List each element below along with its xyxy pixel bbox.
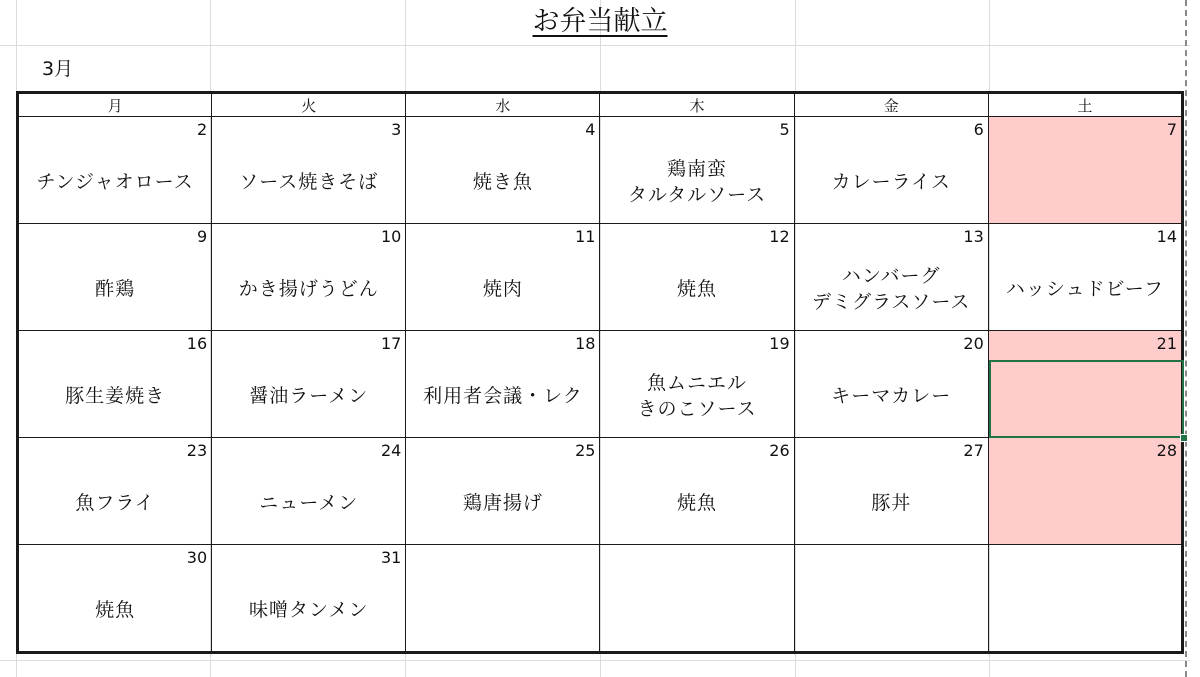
day-cell[interactable] [212, 545, 406, 653]
weekday-header-cell[interactable]: 火 [212, 93, 406, 117]
menu-line: 焼き魚 [472, 171, 533, 193]
weekday-header-cell[interactable]: 水 [406, 93, 600, 117]
menu-text [600, 254, 793, 324]
menu-text [406, 147, 599, 217]
menu-lines [677, 276, 717, 302]
week-row [18, 331, 1183, 438]
day-cell[interactable] [18, 224, 212, 331]
menu-line: デミグラスソース [811, 291, 971, 313]
menu-line: 醤油ラーメン [249, 385, 369, 407]
weekday-header-cell[interactable]: 月 [18, 93, 212, 117]
day-number: 2 [196, 120, 208, 139]
menu-line: キーマカレー [831, 385, 952, 407]
menu-line: 味噌タンメン [249, 599, 369, 621]
weekday-header-row [18, 93, 1183, 117]
day-cell[interactable] [794, 224, 988, 331]
month-label[interactable]: 3月 [42, 58, 74, 80]
menu-lines [249, 597, 368, 623]
day-cell[interactable] [794, 117, 988, 224]
day-number: 14 [1156, 227, 1177, 246]
day-number: 25 [575, 441, 596, 460]
menu-line: チンジャオロース [36, 171, 194, 193]
menu-text [406, 361, 599, 431]
menu-text [795, 254, 988, 324]
day-number: 10 [380, 227, 402, 246]
menu-text [600, 361, 793, 431]
gridline [0, 660, 1190, 661]
menu-line: 焼魚 [677, 278, 718, 300]
menu-line: ソース焼きそば [239, 171, 379, 193]
day-number: 21 [1156, 334, 1177, 353]
day-cell[interactable] [406, 331, 600, 438]
weekday-header-cell[interactable]: 木 [600, 93, 794, 117]
menu-lines [483, 276, 523, 302]
day-cell[interactable] [600, 438, 794, 545]
menu-text [19, 468, 211, 538]
menu-line: 鶏南蛮 [667, 158, 728, 180]
menu-lines [677, 490, 717, 516]
day-cell[interactable] [988, 117, 1182, 224]
day-number: 4 [585, 120, 596, 139]
day-cell[interactable] [212, 224, 406, 331]
gridline [0, 45, 1190, 46]
day-number: 16 [186, 334, 208, 353]
menu-text [600, 147, 793, 217]
menu-line: 豚丼 [871, 492, 912, 514]
day-cell[interactable] [794, 545, 988, 653]
menu-line: ハンバーグ [841, 265, 941, 287]
menu-lines [473, 169, 533, 195]
day-cell[interactable] [18, 545, 212, 653]
day-number: 20 [963, 334, 984, 353]
day-cell[interactable] [600, 224, 794, 331]
menu-line: 焼魚 [95, 599, 136, 621]
menu-line: 焼魚 [677, 492, 718, 514]
day-cell[interactable] [18, 331, 212, 438]
week-row [18, 117, 1183, 224]
day-cell[interactable] [406, 438, 600, 545]
menu-text [212, 575, 405, 645]
menu-line: 利用者会議・レク [423, 385, 583, 407]
weekday-header-cell[interactable]: 金 [794, 93, 988, 117]
menu-lines [423, 383, 583, 409]
day-number: 17 [380, 334, 402, 353]
day-number: 18 [575, 334, 596, 353]
day-number: 7 [1166, 120, 1177, 139]
menu-text [19, 254, 211, 324]
menu-text [795, 468, 988, 538]
menu-text [795, 147, 988, 217]
page-break-line [1185, 0, 1187, 677]
menu-text [989, 254, 1181, 324]
day-cell[interactable] [988, 438, 1182, 545]
menu-lines [831, 383, 951, 409]
day-number: 13 [963, 227, 984, 246]
menu-lines [812, 263, 970, 315]
menu-lines [871, 490, 911, 516]
day-cell[interactable] [794, 331, 988, 438]
week-row [18, 438, 1183, 545]
day-cell[interactable] [18, 438, 212, 545]
menu-lines [628, 156, 766, 208]
menu-lines [463, 490, 543, 516]
day-cell[interactable] [600, 331, 794, 438]
sheet-title[interactable] [405, 2, 795, 42]
menu-lines [638, 370, 757, 422]
menu-line: タルタルソース [627, 184, 767, 206]
menu-text [19, 575, 211, 645]
day-number: 5 [779, 120, 790, 139]
day-cell[interactable] [988, 224, 1182, 331]
menu-text [406, 254, 599, 324]
day-number: 9 [196, 227, 208, 246]
day-number: 27 [963, 441, 984, 460]
menu-lines [75, 490, 154, 516]
menu-text [600, 468, 793, 538]
day-cell[interactable] [600, 117, 794, 224]
day-cell[interactable] [18, 117, 212, 224]
menu-text [212, 361, 405, 431]
day-number: 31 [380, 548, 402, 567]
menu-line: ニューメン [259, 492, 359, 514]
menu-line: きのこソース [637, 398, 757, 420]
day-number: 12 [769, 227, 790, 246]
menu-line: かき揚げうどん [238, 278, 379, 300]
day-cell[interactable] [988, 545, 1182, 653]
day-number: 26 [769, 441, 790, 460]
menu-lines [95, 276, 135, 302]
week-row [18, 545, 1183, 653]
menu-lines [36, 169, 193, 195]
menu-line: 焼肉 [482, 278, 523, 300]
day-cell[interactable] [988, 331, 1182, 438]
menu-lines [95, 597, 135, 623]
menu-text [19, 147, 211, 217]
menu-text [212, 254, 405, 324]
menu-lines [259, 490, 358, 516]
day-number: 30 [186, 548, 208, 567]
sheet-title-text: お弁当献立 [532, 6, 668, 37]
menu-text [795, 361, 988, 431]
calendar-table [16, 91, 1184, 654]
menu-line: 魚フライ [75, 492, 155, 514]
menu-line: カレーライス [831, 171, 951, 193]
menu-line: 魚ムニエル [647, 372, 748, 394]
weekday-header-cell[interactable]: 土 [988, 93, 1182, 117]
day-cell[interactable] [406, 117, 600, 224]
day-cell[interactable] [406, 545, 600, 653]
menu-text [212, 147, 405, 217]
menu-lines [832, 169, 951, 195]
week-row [18, 224, 1183, 331]
menu-line: 鶏唐揚げ [462, 492, 543, 514]
menu-text [406, 468, 599, 538]
menu-lines [239, 276, 379, 302]
day-cell[interactable] [212, 117, 406, 224]
day-cell[interactable] [212, 438, 406, 545]
menu-lines [1006, 276, 1164, 302]
day-number: 28 [1156, 441, 1177, 460]
day-cell[interactable] [600, 545, 794, 653]
menu-lines [65, 383, 165, 409]
day-number: 11 [575, 227, 596, 246]
day-number: 6 [973, 120, 984, 139]
menu-text [19, 361, 211, 431]
menu-text [212, 468, 405, 538]
menu-lines [239, 169, 378, 195]
day-cell[interactable] [212, 331, 406, 438]
day-number: 24 [380, 441, 402, 460]
menu-line: ハッシュドビーフ [1005, 278, 1164, 300]
menu-lines [249, 383, 368, 409]
day-cell[interactable] [794, 438, 988, 545]
day-number: 23 [186, 441, 208, 460]
day-number: 19 [769, 334, 790, 353]
day-cell[interactable] [406, 224, 600, 331]
day-number: 3 [391, 120, 402, 139]
menu-line: 酢鶏 [95, 278, 136, 300]
menu-line: 豚生姜焼き [65, 385, 166, 407]
